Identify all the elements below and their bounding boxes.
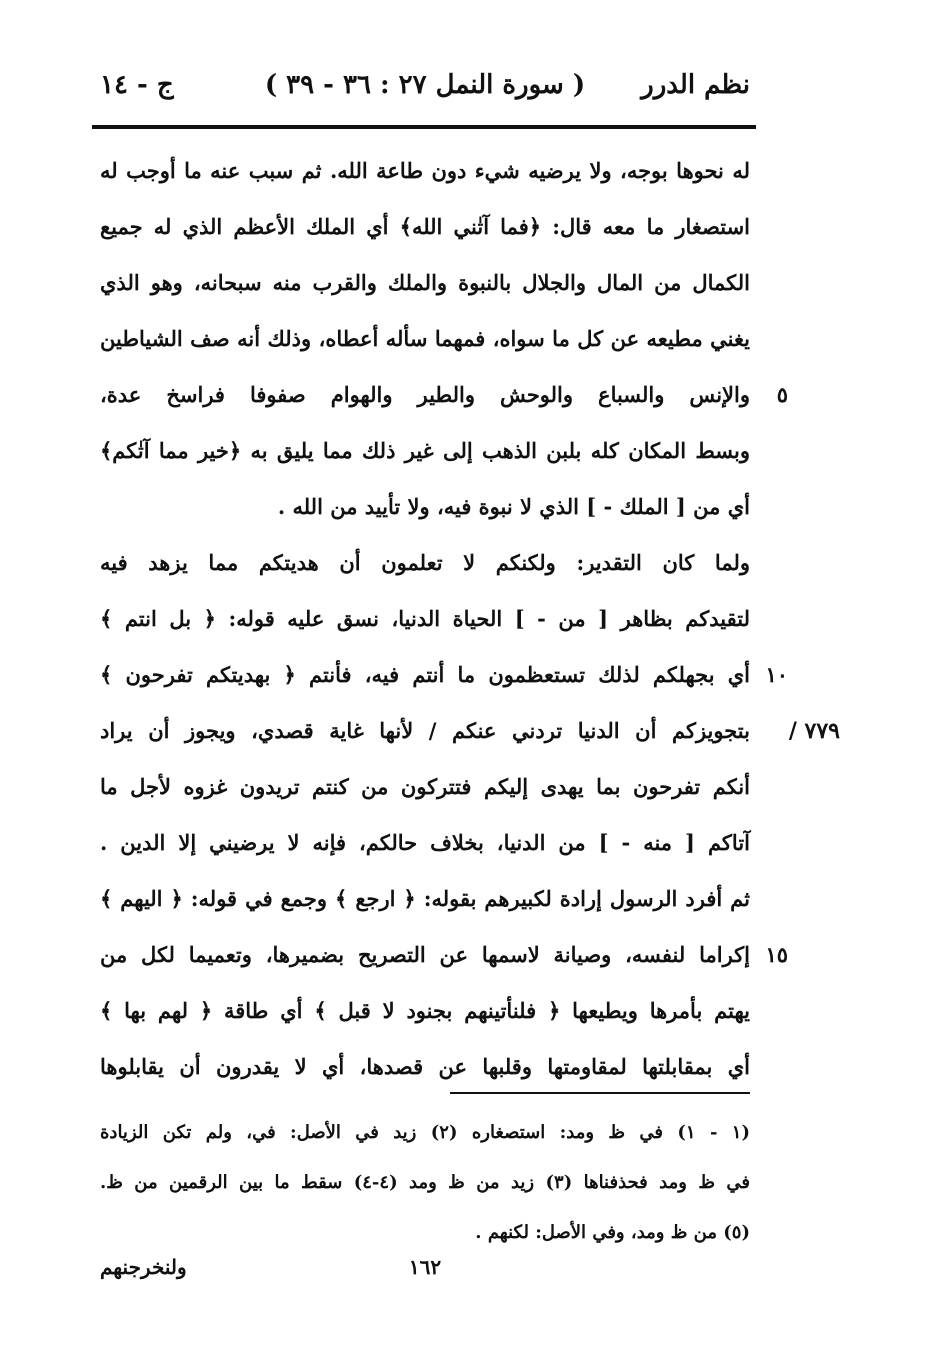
- line-text: أي بجهلكم لذلك تستعظمون ما أنتم فيه، فأنتم ﴿ بهديتكم تفرحون ﴾: [100, 662, 750, 687]
- text-line: [100, 591, 750, 647]
- text-line: [100, 871, 750, 927]
- text-line: [100, 983, 750, 1039]
- manuscript-folio-marker: ٧٧٩ /: [788, 718, 840, 744]
- text-line: [100, 815, 750, 871]
- line-text: ولما كان التقدير: ولكنكم لا تعلمون أن هديتكم مما يزهد فيه: [100, 550, 750, 575]
- text-line: [100, 199, 750, 255]
- header-rule: [92, 125, 756, 129]
- line-number: ٥: [776, 382, 788, 407]
- text-line: [100, 759, 750, 815]
- page-footer: [100, 1255, 750, 1295]
- text-line: [100, 255, 750, 311]
- text-line: [100, 423, 750, 479]
- line-text: يغني مطيعه عن كل ما سواه، فمهما سأله أعطاه، وذلك أنه صف الشياطين: [100, 326, 750, 351]
- text-line: [100, 311, 750, 367]
- book-title: نظم الدرر: [641, 70, 750, 100]
- line-text: لتقيدكم بظاهر [ من - ] الحياة الدنيا، نسق عليه قوله: ﴿ بل انتم ﴾: [100, 606, 750, 631]
- footnote-line: في ظ ومد فحذفناها (٣) زيد من ظ ومد (٤-٤) سقط ما بين الرقمين من ظ.: [100, 1172, 750, 1193]
- line-text: أي من [ الملك - ] الذي لا نبوة فيه، ولا تأييد من الله .: [277, 494, 750, 519]
- line-text: الكمال من المال والجلال بالنبوة والملك والقرب منه سبحانه، وهو الذي: [100, 270, 750, 295]
- text-line: [100, 927, 788, 983]
- footnote-line: (٥) من ظ ومد، وفي الأصل: لكنهم .: [475, 1222, 750, 1243]
- text-line: [100, 1039, 750, 1095]
- footnote-line: (١ - ١) في ظ ومد: استصغاره (٢) زيد في الأصل: في، ولم تكن الزيادة: [100, 1122, 750, 1143]
- line-number: ١٠: [765, 662, 788, 687]
- text-line: [100, 143, 750, 199]
- running-header: [100, 70, 750, 120]
- line-text: بتجويزكم أن الدنيا تردني عنكم / لأنها غاية قصدي، ويجوز أن يراد: [100, 718, 750, 743]
- surah-reference: ( سورة النمل ٢٧ : ٣٦ - ٣٩ ): [264, 70, 586, 100]
- line-text: أي بمقابلتها لمقاومتها وقلبها عن قصدها، أي لا يقدرون أن يقابلوها: [100, 1054, 750, 1079]
- line-text: له نحوها بوجه، ولا يرضيه شيء دون طاعة الله. ثم سبب عنه ما أوجب له: [100, 158, 750, 183]
- line-text: استصغار ما معه قال: ﴿فما آتٰن‍ي الله﴾ أي الملك الأعظم الذي له جميع: [100, 214, 750, 239]
- text-line: [100, 647, 788, 703]
- line-number: ١٥: [765, 942, 788, 967]
- line-text: ثم أفرد الرسول إرادة لكبيرهم بقوله: ﴿ ارجع ﴾ وجمع في قوله: ﴿ اليهم ﴾: [100, 886, 750, 911]
- line-text: أنكم تفرحون بما يهدى إليكم فتتركون من كنتم تريدون غزوه لأجل ما: [100, 774, 750, 799]
- footnotes: [100, 1108, 750, 1258]
- text-line: [100, 367, 788, 423]
- text-line: [100, 479, 750, 535]
- line-text: إكراما لنفسه، وصيانة لاسمها عن التصريح بضميرها، وتعميما لكل من: [100, 942, 750, 967]
- text-line: [100, 535, 750, 591]
- line-text: وبسط المكان كله بلبن الذهب إلى غير ذلك مما يليق به ﴿خير مما آتٰكم﴾: [100, 438, 750, 463]
- line-text: يهتم بأمرها ويطيعها ﴿ فلنأتينهم بجنود لا قبل ﴾ أي طاقة ﴿ لهم بها ﴾: [100, 998, 750, 1023]
- line-text: والإنس والسباع والوحش والطير والهوام صفوفا فراسخ عدة،: [100, 382, 750, 407]
- volume-number: ج - ١٤: [100, 70, 174, 100]
- footnote-separator: [450, 1092, 750, 1094]
- page-number: ١٦٢: [408, 1255, 442, 1279]
- line-text: آتاكم [ منه - ] من الدنيا، بخلاف حالكم، فإنه لا يرضيني إلا الدين .: [100, 830, 750, 855]
- text-line: [100, 703, 840, 759]
- catchword: ولنخرجنهم: [100, 1255, 187, 1279]
- main-text: [100, 143, 840, 1095]
